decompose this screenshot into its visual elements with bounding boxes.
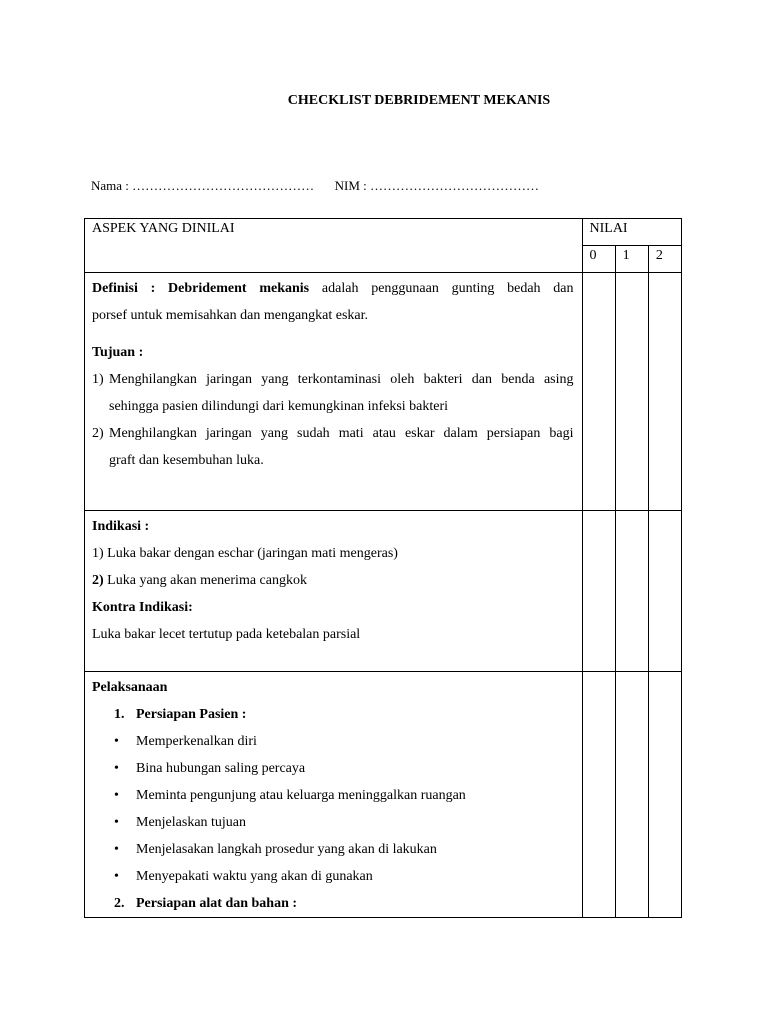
header-score-1: 1 (615, 246, 648, 273)
score-cell-1[interactable] (615, 511, 648, 672)
score-cell-0[interactable] (582, 273, 615, 511)
score-cell-1[interactable] (615, 273, 648, 511)
list-item: • Bina hubungan saling percaya (92, 755, 574, 782)
list-item: • Meminta pengunjung atau keluarga meninggalkan ruangan (92, 782, 574, 809)
header-aspect: ASPEK YANG DINILAI (85, 219, 583, 273)
score-cell-2[interactable] (648, 511, 681, 672)
kontra-indikasi-label: Kontra Indikasi: (92, 600, 193, 615)
indikasi-item: 1) Luka bakar dengan eschar (jaringan mati mengeras) (92, 546, 398, 561)
identity-line (91, 178, 539, 194)
list-item: • Menjelasakan langkah prosedur yang akan di lakukan (92, 836, 574, 863)
definisi-line2: porsef untuk memisahkan dan mengangkat eskar. (92, 308, 369, 323)
pelaksanaan-cell (85, 672, 583, 918)
indikasi-item: 2) Luka yang akan menerima cangkok (92, 573, 307, 588)
score-cell-2[interactable] (648, 273, 681, 511)
definisi-line1: Definisi : Debridement mekanis adalah penggunaan gunting bedah dan (92, 281, 574, 296)
persiapan-pasien-heading: 1. Persiapan Pasien : (114, 707, 247, 722)
definisi-cell (85, 273, 583, 511)
bullet-icon: • (114, 788, 119, 803)
nim-field[interactable]: ………………………………… (370, 178, 540, 193)
score-cell-0[interactable] (582, 511, 615, 672)
kontra-indikasi-text: Luka bakar lecet tertutup pada ketebalan parsial (92, 627, 361, 642)
bullet-icon: • (114, 869, 119, 884)
page-title: CHECKLIST DEBRIDEMENT MEKANIS (287, 93, 551, 108)
list-item: • Menjelaskan tujuan (92, 809, 574, 836)
bullet-icon: • (114, 815, 119, 830)
bullet-icon: • (114, 761, 119, 776)
list-item: • Menyepakati waktu yang akan di gunakan (92, 863, 574, 890)
tujuan-item: 2) Menghilangkan jaringan yang sudah mati atau eskar dalam persiapan bagi graft dan kesembuhan luka. (92, 426, 574, 468)
indikasi-label: Indikasi : (92, 519, 150, 534)
score-cell-1[interactable] (615, 672, 648, 918)
indikasi-cell (85, 511, 583, 672)
definisi-label: Definisi : Debridement mekanis (92, 281, 310, 296)
bullet-icon: • (114, 734, 119, 749)
nama-field[interactable]: …………………………………… (132, 178, 315, 193)
score-cell-2[interactable] (648, 672, 681, 918)
header-score-2: 2 (648, 246, 681, 273)
pelaksanaan-label: Pelaksanaan (92, 680, 168, 695)
header-nilai: NILAI (582, 219, 682, 246)
persiapan-alat-heading: 2. Persiapan alat dan bahan : (114, 896, 298, 911)
tujuan-item: 1) Menghilangkan jaringan yang terkontaminasi oleh bakteri dan benda asing sehingga pasien dilindungi dari kemungkinan infeksi bakteri (92, 372, 574, 414)
tujuan-label: Tujuan : (92, 345, 144, 360)
bullet-icon: • (114, 842, 119, 857)
nama-label: Nama : (91, 178, 129, 193)
header-score-0: 0 (582, 246, 615, 273)
list-item: • Memperkenalkan diri (92, 728, 574, 755)
score-cell-0[interactable] (582, 672, 615, 918)
checklist-table (84, 218, 682, 918)
nim-label: NIM : (334, 178, 367, 193)
